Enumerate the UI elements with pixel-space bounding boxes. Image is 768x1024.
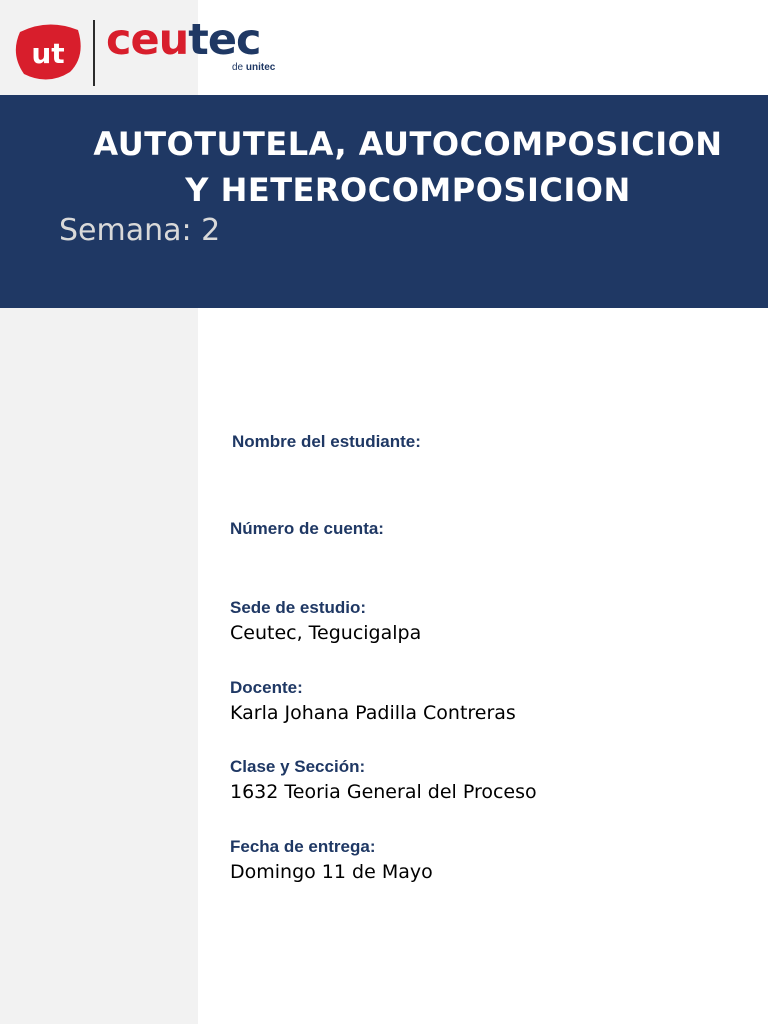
class-section-value: 1632 Teoria General del Proceso (230, 781, 537, 803)
ceutec-logo (10, 15, 300, 88)
ut-badge-text: ut (31, 37, 65, 70)
due-date-value: Domingo 11 de Mayo (230, 861, 433, 883)
teacher-value: Karla Johana Padilla Contreras (230, 702, 516, 724)
ut-badge-icon (12, 22, 84, 82)
teacher-label: Docente: (230, 678, 303, 697)
week-label: Semana: 2 (59, 213, 221, 248)
logo-word-tec: tec (188, 15, 261, 65)
logo-sub-brand: unitec (245, 62, 276, 73)
title-line-1: AUTOTUTELA, AUTOCOMPOSICION (93, 125, 723, 163)
title-banner (0, 95, 768, 308)
logo-divider (93, 20, 95, 86)
logo-word-ceu: ceu (106, 15, 189, 65)
logo-subtitle (232, 62, 275, 73)
logo-sub-prefix: de (232, 62, 244, 73)
class-section-label: Clase y Sección: (230, 757, 366, 776)
campus-label: Sede de estudio: (230, 598, 367, 617)
account-number-label: Número de cuenta: (230, 519, 384, 538)
student-name-label: Nombre del estudiante: (232, 432, 421, 451)
title-line-2: Y HETEROCOMPOSICION (185, 171, 631, 209)
document-title (48, 121, 768, 213)
due-date-label: Fecha de entrega: (230, 837, 376, 856)
campus-value: Ceutec, Tegucigalpa (230, 622, 422, 644)
logo-wordmark (106, 12, 260, 68)
